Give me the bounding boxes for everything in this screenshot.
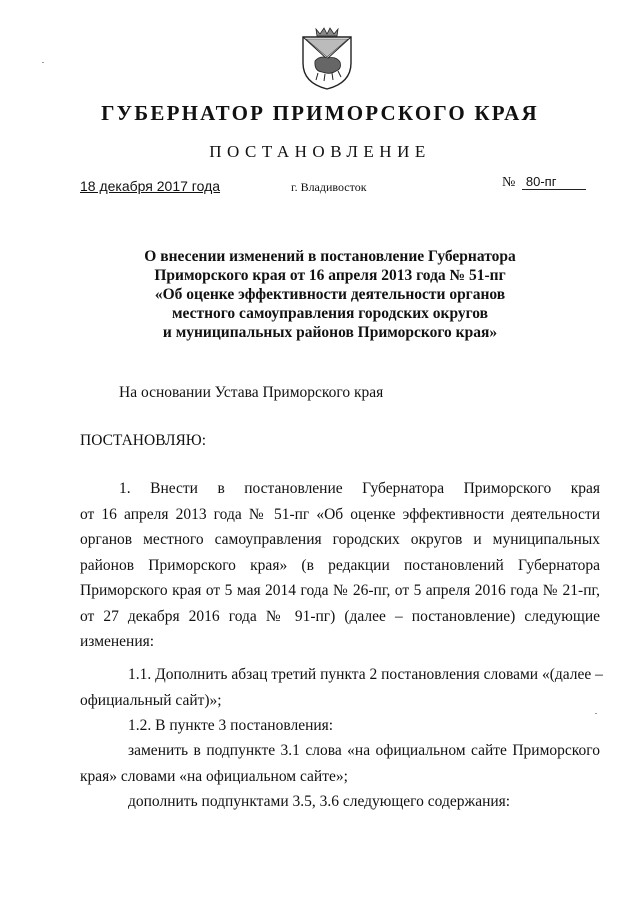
- paragraph-line: Приморского края от 5 мая 2014 года № 26-пг, от 5 апреля 2016 года № 21-пг,: [80, 582, 600, 599]
- paragraph-line: районов Приморского края» (в редакции постановлений Губернатора: [80, 556, 600, 574]
- paragraph-line: изменения:: [80, 633, 155, 650]
- number-value: 80-пг: [522, 174, 586, 190]
- decree-word: ПОСТАНОВЛЯЮ:: [80, 432, 207, 449]
- coat-of-arms-icon: [298, 25, 356, 91]
- scan-speck: [595, 713, 597, 714]
- paragraph-line: от 27 декабря 2016 года № 91-пг) (далее – постановление) следующие: [80, 607, 600, 625]
- number-label: №: [502, 175, 516, 190]
- scan-speck: [42, 62, 44, 63]
- paragraph-line: органов местного самоуправления городских округов и муниципальных: [80, 531, 600, 548]
- paragraph-line: края» словами «на официальном сайте»;: [80, 767, 348, 785]
- paragraph-line: от 16 апреля 2013 года № 51-пг «Об оценке эффективности деятельности: [80, 505, 600, 523]
- document-number: [502, 174, 586, 191]
- paragraph-1-2: [80, 713, 600, 739]
- subject-line: и муниципальных районов Приморского края»: [162, 324, 498, 341]
- subject-line: Приморского края от 16 апреля 2013 года № 51-пг: [154, 267, 506, 284]
- governor-title: ГУБЕРНАТОР ПРИМОРСКОГО КРАЯ: [101, 101, 539, 125]
- basis-paragraph: На основании Устава Приморского края: [119, 384, 384, 401]
- document-subject: [80, 247, 580, 342]
- subject-line: О внесении изменений в постановление Губернатора: [144, 248, 516, 265]
- document-city: г. Владивосток: [291, 180, 367, 194]
- paragraph-line: официальный сайт)»;: [80, 691, 222, 709]
- paragraph-replace: [80, 738, 600, 789]
- paragraph-line: заменить в подпункте 3.1 слова «на официальном сайте Приморского: [128, 742, 600, 759]
- paragraph-line: 1.1. Дополнить абзац третий пункта 2 постановления словами «(далее –: [128, 666, 603, 683]
- document-date: 18 декабря 2017 года: [80, 178, 221, 194]
- subject-line: местного самоуправления городских округов: [171, 305, 489, 322]
- paragraph-1: [80, 476, 600, 655]
- paragraph-add: [80, 789, 600, 815]
- paragraph-line: дополнить подпунктами 3.5, 3.6 следующего содержания:: [128, 793, 511, 810]
- paragraph-line: 1.2. В пункте 3 постановления:: [128, 717, 334, 734]
- paragraph-line: 1. Внести в постановление Губернатора Приморского края: [119, 480, 600, 497]
- subject-line: «Об оценке эффективности деятельности органов: [154, 286, 506, 303]
- document-type: ПОСТАНОВЛЕНИЕ: [209, 142, 431, 161]
- paragraph-1-1: [80, 662, 603, 713]
